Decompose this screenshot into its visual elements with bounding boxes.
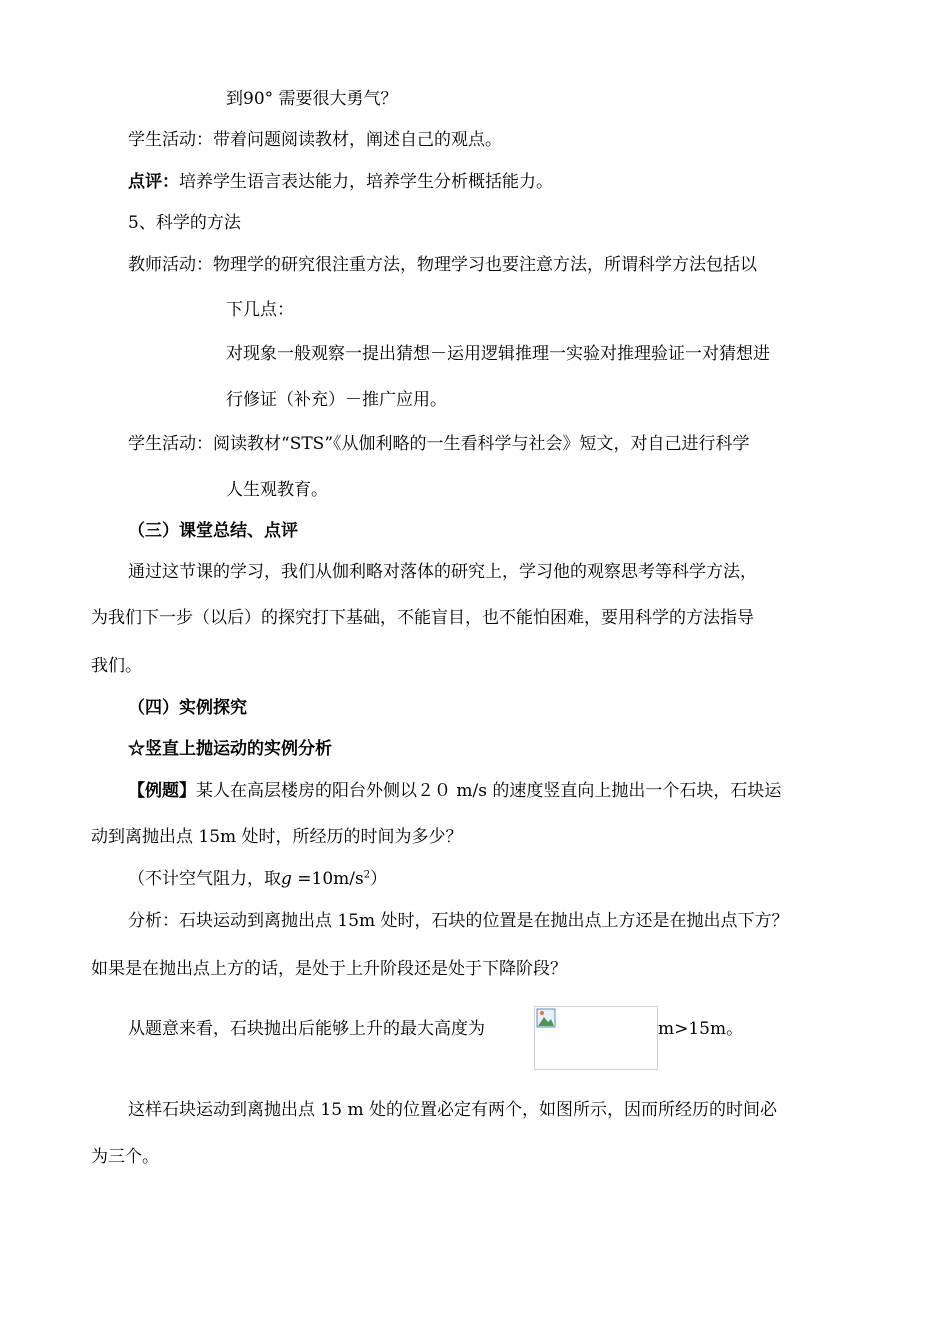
text-fragment: ） (370, 869, 388, 889)
text-fragment: g (281, 869, 292, 889)
text-line: 我们。 (91, 656, 142, 676)
section-heading: （四）实例探究 (128, 698, 247, 718)
section-heading: ☆竖直上抛运动的实例分析 (128, 739, 332, 759)
missing-image-placeholder (534, 1006, 658, 1070)
text-line (128, 171, 553, 193)
example-text: 某人在高层楼房的阳台外侧以２０ m/s 的速度竖直向上抛出一个石块，石块运 (196, 781, 782, 801)
comment-label: 点评： (128, 172, 179, 192)
text-line: 对现象一般观察一提出猜想－运用逻辑推理一实验对推理验证一对猜想进 (226, 344, 770, 364)
text-line: 行修证（补充）－推广应用。 (226, 390, 447, 410)
broken-image-icon (536, 1008, 556, 1028)
text-fragment: （不计空气阻力，取 (128, 869, 281, 889)
text-line: 通过这节课的学习，我们从伽利略对落体的研究上，学习他的观察思考等科学方法， (128, 562, 757, 582)
text-line: 分析：石块运动到离抛出点 15m 处时，石块的位置是在抛出点上方还是在抛出点下方？ (128, 911, 789, 931)
text-line: 人生观教育。 (226, 480, 328, 500)
text-line: 如果是在抛出点上方的话，是处于上升阶段还是处于下降阶段？ (91, 959, 567, 979)
text-line: 从题意来看，石块抛出后能够上升的最大高度为 (128, 1019, 485, 1039)
example-label: 【例题】 (128, 781, 196, 801)
text-line: 动到离抛出点 15m 处时，所经历的时间为多少？ (91, 827, 463, 847)
section-heading: 5、科学的方法 (128, 213, 241, 233)
superscript: 2 (363, 869, 371, 881)
text-line: 这样石块运动到离抛出点 15 m 处的位置必定有两个，如图所示，因而所经历的时间必 (128, 1100, 777, 1120)
section-heading: （三）课堂总结、点评 (128, 521, 298, 541)
text-line: 教师活动：物理学的研究很注重方法，物理学习也要注意方法，所谓科学方法包括以 (128, 255, 757, 275)
comment-text: 培养学生语言表达能力，培养学生分析概括能力。 (179, 172, 553, 192)
text-line (128, 780, 781, 802)
text-line: 学生活动：阅读教材“STS”《从伽利略的一生看科学与社会》短文，对自己进行科学 (128, 434, 750, 454)
text-line: 下几点： (226, 300, 294, 320)
text-line: 到90° 需要很大勇气？ (226, 89, 398, 109)
text-line: 为我们下一步（以后）的探究打下基础，不能盲目，也不能怕困难，要用科学的方法指导 (91, 608, 754, 628)
text-line: 为三个。 (91, 1147, 159, 1167)
text-fragment: =10m/s (291, 869, 364, 889)
text-line: 学生活动：带着问题阅读教材，阐述自己的观点。 (128, 130, 502, 150)
text-line: m>15m。 (658, 1019, 744, 1039)
text-line (128, 868, 387, 890)
